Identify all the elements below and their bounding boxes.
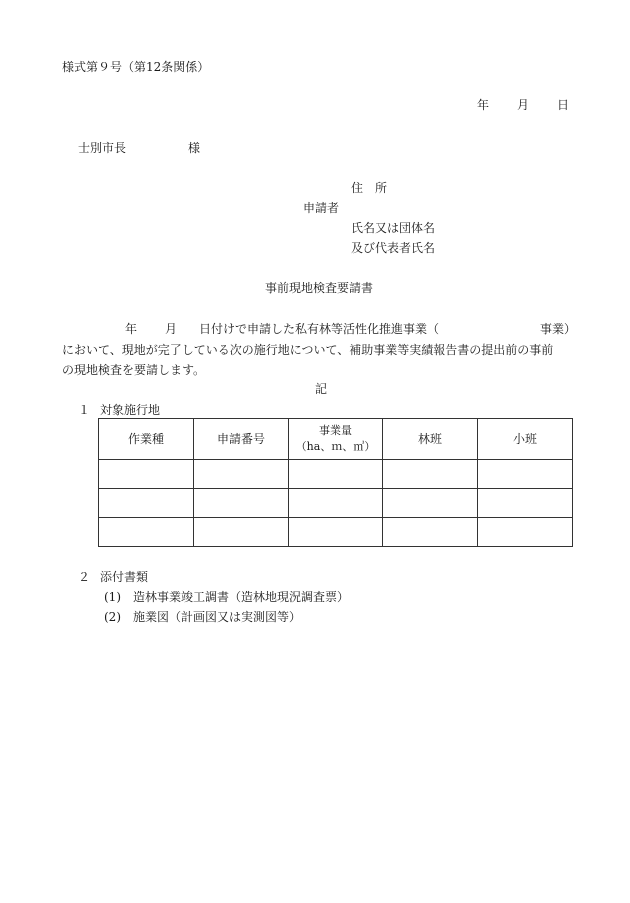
addressee-name: 士別市長 bbox=[78, 141, 127, 155]
document-title: 事前現地検査要請書 bbox=[265, 281, 374, 295]
header-work-type: 作業種 bbox=[99, 419, 194, 460]
table-cell bbox=[99, 460, 194, 489]
applicant-label: 申請者 bbox=[303, 201, 340, 215]
body-month-label: 月 bbox=[165, 322, 178, 336]
attachment-item-1-text: 造林事業竣工調書（造林地現況調査票） bbox=[133, 590, 350, 604]
table-cell bbox=[478, 518, 573, 547]
body-year-label: 年 bbox=[125, 322, 138, 336]
date-month-label: 月 bbox=[517, 98, 530, 112]
header-volume-label: 事業量 bbox=[319, 424, 352, 437]
attachment-item-2-text: 施業図（計画図又は実測図等） bbox=[133, 610, 302, 624]
section-1-label: 対象施行地 bbox=[100, 403, 161, 417]
table-cell bbox=[99, 489, 194, 518]
applicant-address-label: 住 所 bbox=[351, 181, 388, 195]
body-line-1-suffix: 事業） bbox=[540, 322, 577, 336]
table-header-row bbox=[99, 419, 573, 460]
attachment-item-2-number: (2) bbox=[104, 610, 121, 624]
body-line-1 bbox=[125, 322, 439, 336]
body-line-2: において、現地が完了している次の施行地について、補助事業等実績報告書の提出前の事前 bbox=[62, 343, 554, 357]
table-cell bbox=[383, 489, 478, 518]
section-1-heading bbox=[78, 403, 160, 417]
table-row bbox=[99, 460, 573, 489]
header-application-number: 申請番号 bbox=[194, 419, 289, 460]
form-number: 様式第９号（第12条関係） bbox=[62, 60, 210, 74]
table-cell bbox=[289, 460, 383, 489]
table-cell bbox=[99, 518, 194, 547]
attachment-item-1 bbox=[104, 590, 349, 604]
table-cell bbox=[383, 460, 478, 489]
applicant-rep-name-label: 及び代表者氏名 bbox=[351, 241, 436, 255]
date-line bbox=[477, 98, 569, 112]
addressee bbox=[78, 141, 200, 155]
addressee-honorific: 様 bbox=[188, 141, 201, 155]
date-year-label: 年 bbox=[477, 98, 490, 112]
applicant-name-org-label: 氏名又は団体名 bbox=[351, 221, 436, 235]
attachment-item-2 bbox=[104, 610, 301, 624]
table-row bbox=[99, 518, 573, 547]
table-cell bbox=[289, 518, 383, 547]
section-2-heading bbox=[78, 570, 148, 584]
header-sub-compartment: 小班 bbox=[478, 419, 573, 460]
date-day-label: 日 bbox=[557, 98, 570, 112]
target-site-table bbox=[98, 418, 573, 547]
section-2-label: 添付書類 bbox=[100, 570, 149, 584]
attachment-item-1-number: (1) bbox=[104, 590, 121, 604]
body-line-3: の現地検査を要請します。 bbox=[62, 363, 206, 377]
table-cell bbox=[194, 518, 289, 547]
table-row bbox=[99, 489, 573, 518]
header-volume-unit: （ha、ｍ、㎥） bbox=[295, 440, 376, 453]
body-line-1-text: 日付けで申請した私有林等活性化推進事業（ bbox=[199, 322, 440, 336]
section-1-number: １ bbox=[78, 403, 91, 417]
header-forest-compartment: 林班 bbox=[383, 419, 478, 460]
table-cell bbox=[478, 460, 573, 489]
table-cell bbox=[383, 518, 478, 547]
header-volume bbox=[289, 419, 383, 460]
table-cell bbox=[194, 489, 289, 518]
ki-heading: 記 bbox=[315, 382, 328, 396]
table-cell bbox=[194, 460, 289, 489]
section-2-number: ２ bbox=[78, 570, 91, 584]
table-cell bbox=[289, 489, 383, 518]
table-cell bbox=[478, 489, 573, 518]
